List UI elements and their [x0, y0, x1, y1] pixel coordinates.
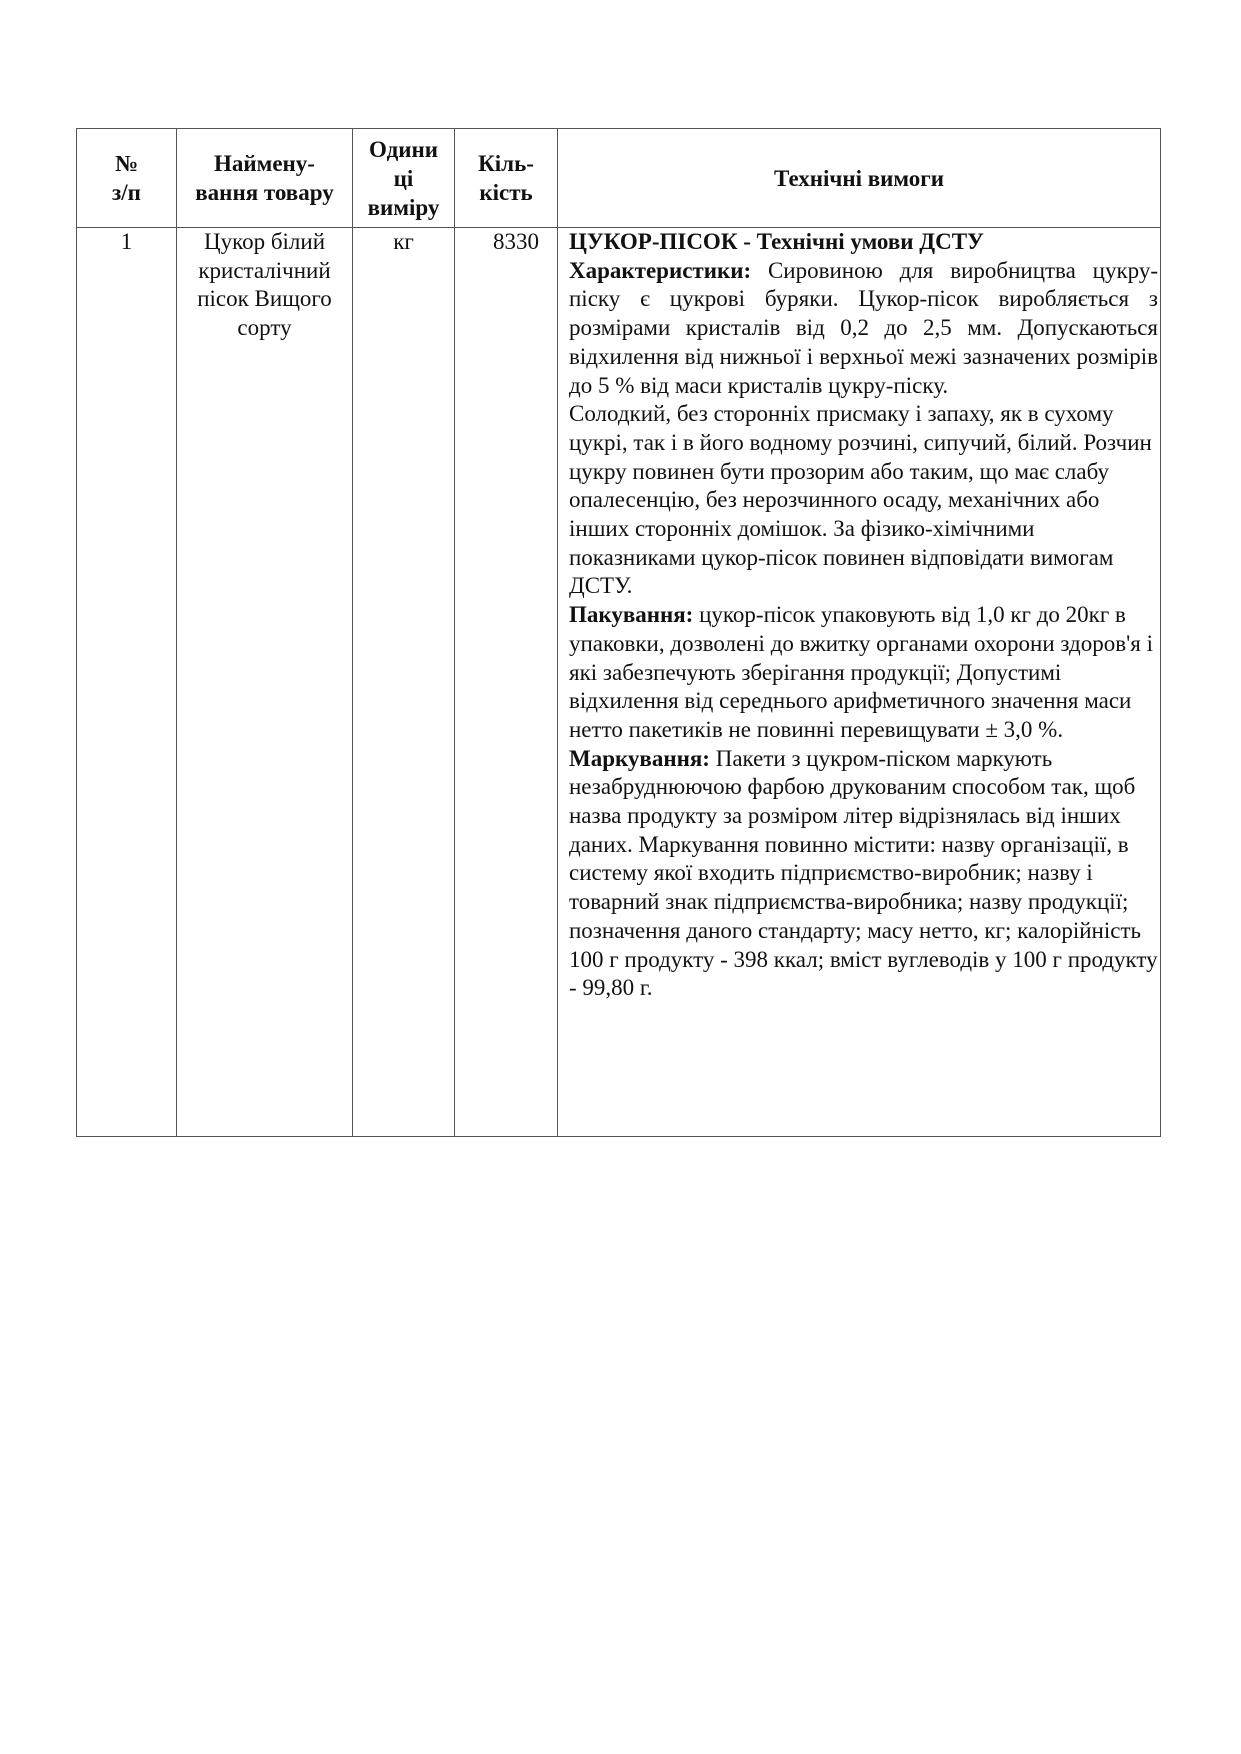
header-row: [77, 129, 1161, 228]
header-name-line-1: Наймену-: [214, 151, 315, 176]
tech-title: ЦУКОР-ПІСОК - Технічні умови ДСТУ: [569, 229, 984, 254]
header-quantity: [455, 129, 558, 228]
header-unit-line-1: Одини: [369, 136, 438, 162]
packing-text: цукор-пісок упаковують від 1,0 кг до 20кг в упаковки, дозволені до вжитку органами охорони здоров'я і які забезпечують зберігання продукції; Допустимі відхилення від середнього арифметичного значення маси нетто пакетиків не повинні перевищувати ± 3,0 %.: [569, 602, 1153, 742]
header-number: [77, 129, 177, 228]
header-name-line-2: вання товару: [195, 180, 334, 205]
characteristics-text: Сировиною для виробництва цукру-піску є цукрові буряки. Цукор-пісок виробляється з розмірами кристалів від 0,2 до 2,5 мм. Допускаються відхилення від нижньої і верхньої межі зазначених розмірів до 5 % від маси кристалів цукру-піску.: [569, 257, 1158, 398]
header-product-name: [177, 129, 353, 228]
tech-taste: Солодкий, без сторонніх присмаку і запаху, як в сухому цукрі, так і в його водному розчині, сипучий, білий. Розчин цукру повинен бути прозорим або таким, що має слабу опалесенцію, без нерозчинного осаду, механічних або інших сторонніх домішок. За фізико-хімічними показниками цукор-пісок повинен відповідати вимогам ДСТУ.: [569, 401, 1152, 599]
header-unit-line-2: ці: [393, 165, 414, 191]
row-technical-requirements: [558, 228, 1161, 1137]
tech-marking: [569, 745, 1158, 1003]
tech-characteristics: [569, 257, 1158, 401]
header-qty-line-1: Кіль-: [478, 151, 534, 176]
header-number-line-1: №: [114, 151, 139, 176]
specification-table: [76, 128, 1161, 1137]
product-name-line-4: сорту: [237, 315, 292, 341]
packing-label: Пакування:: [569, 602, 694, 628]
row-product-name: [177, 228, 353, 1137]
row-number: 1: [77, 228, 177, 1137]
technical-text: [569, 228, 1158, 1003]
product-name-line-1: Цукор білий: [203, 229, 326, 254]
product-name-line-3: пісок Вищого: [197, 286, 332, 312]
marking-text: Пакети з цукром-піском маркують незабруднюючою фарбою друкованим способом так, щоб назва продукту за розміром літер відрізнялась від інших даних. Маркування повинно містити: назву організації, в систему якої входить підприємство-виробник; назву і товарний знак підприємства-виробника; назву продукції; позначення даного стандарту; масу нетто, кг; калорійність 100 г продукту - 398 ккал; вміст вуглеводів у 100 г продукту - 99,80 г.: [569, 745, 1158, 1001]
tech-packing: [569, 601, 1158, 745]
row-quantity: 8330: [455, 228, 558, 1137]
header-number-line-2: з/п: [112, 180, 141, 205]
characteristics-label: Характеристики:: [569, 257, 752, 283]
product-name-line-2: кристалічний: [198, 257, 331, 283]
header-unit-line-3: виміру: [367, 194, 440, 220]
row-unit: кг: [353, 228, 455, 1137]
header-technical-requirements: Технічні вимоги: [558, 129, 1161, 228]
header-unit: [353, 129, 455, 228]
table-row: [77, 228, 1161, 1137]
header-qty-line-2: кість: [479, 180, 533, 205]
marking-label: Маркування:: [569, 745, 710, 771]
